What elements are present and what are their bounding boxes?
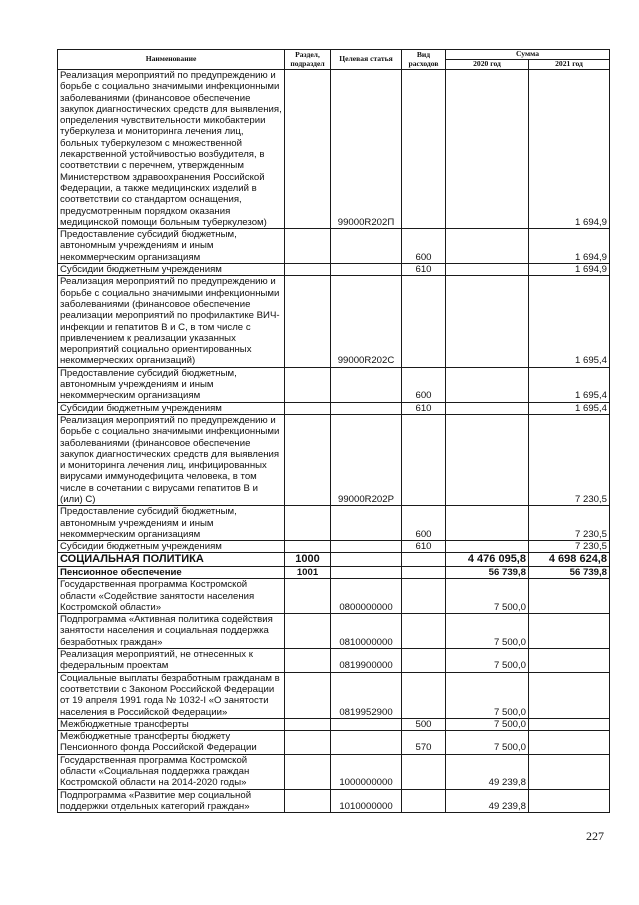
row-name: Субсидии бюджетным учреждениям (58, 541, 285, 553)
row-name: Подпрограмма «Развитие мер социальной поддержки отдельных категорий граждан» (58, 789, 285, 813)
row-target: 0819900000 (331, 649, 402, 673)
row-sum-2021 (529, 718, 610, 730)
row-section (285, 649, 331, 673)
row-section (285, 506, 331, 541)
row-type (402, 672, 446, 718)
table-row (58, 367, 610, 402)
row-section: 1001 (285, 566, 331, 578)
row-target: 0800000000 (331, 579, 402, 614)
row-sum-2021: 7 230,5 (529, 506, 610, 541)
row-type: 610 (402, 402, 446, 414)
row-sum-2021 (529, 754, 610, 789)
row-target: 0819952900 (331, 672, 402, 718)
row-target: 99000R202Р (331, 414, 402, 505)
row-section (285, 614, 331, 649)
row-target (331, 264, 402, 276)
row-name: Реализация мероприятий, не отнесенных к федеральным проектам (58, 649, 285, 673)
row-type (402, 276, 446, 367)
row-type (402, 649, 446, 673)
row-name: Реализация мероприятий по предупреждению и борьбе с социально значимыми инфекционными заболеваниями (финансовое обеспечение закупок диагностических средств для выявления и мониторинга лечения лиц, инфицированных вирусами иммунодефицита человека, в том числе в сочетании с вирусами гепатитов В и (или) С) (58, 414, 285, 505)
row-section (285, 276, 331, 367)
row-sum-2021 (529, 649, 610, 673)
row-target (331, 367, 402, 402)
row-sum-2021 (529, 731, 610, 755)
row-target: 1000000000 (331, 754, 402, 789)
row-target: 99000R202П (331, 70, 402, 229)
row-section (285, 264, 331, 276)
row-sum-2020 (446, 541, 529, 553)
row-section (285, 229, 331, 264)
header-target: Целевая статья (331, 50, 402, 70)
table-row (58, 553, 610, 567)
row-name: Предоставление субсидий бюджетным, автономным учреждениям и иным некоммерческим организациям (58, 506, 285, 541)
table-row (58, 649, 610, 673)
row-sum-2021 (529, 614, 610, 649)
row-name: Государственная программа Костромской области «Содействие занятости населения Костромской области» (58, 579, 285, 614)
header-sum: Сумма (446, 50, 610, 60)
row-name: Субсидии бюджетным учреждениям (58, 264, 285, 276)
row-target (331, 718, 402, 730)
row-sum-2021 (529, 672, 610, 718)
row-sum-2020: 56 739,8 (446, 566, 529, 578)
row-type (402, 614, 446, 649)
table-row (58, 579, 610, 614)
row-type (402, 579, 446, 614)
table-row (58, 506, 610, 541)
row-section (285, 70, 331, 229)
row-sum-2020: 7 500,0 (446, 718, 529, 730)
table-row (58, 731, 610, 755)
row-type (402, 70, 446, 229)
row-sum-2020: 7 500,0 (446, 649, 529, 673)
row-name: Подпрограмма «Активная политика содействия занятости населения и социальная поддержка безработных граждан» (58, 614, 285, 649)
row-target (331, 541, 402, 553)
header-type: Вид расходов (402, 50, 446, 70)
row-sum-2020: 7 500,0 (446, 731, 529, 755)
row-type: 600 (402, 229, 446, 264)
row-type (402, 566, 446, 578)
row-sum-2020 (446, 264, 529, 276)
row-section (285, 402, 331, 414)
row-name: Пенсионное обеспечение (58, 566, 285, 578)
row-name: Социальные выплаты безработным гражданам в соответствии с Законом Российской Федерации от 19 апреля 1991 года № 1032-I «О занятости населения в Российской Федерации» (58, 672, 285, 718)
row-type (402, 414, 446, 505)
row-section (285, 541, 331, 553)
table-row (58, 672, 610, 718)
header-section: Раздел, подраздел (285, 50, 331, 70)
row-target (331, 506, 402, 541)
row-type (402, 789, 446, 813)
row-name: Межбюджетные трансферты (58, 718, 285, 730)
page-number: 227 (586, 829, 604, 843)
budget-table (57, 49, 610, 813)
row-target (331, 566, 402, 578)
row-target (331, 229, 402, 264)
row-target: 1010000000 (331, 789, 402, 813)
row-section (285, 414, 331, 505)
row-target (331, 731, 402, 755)
row-section (285, 718, 331, 730)
row-section (285, 754, 331, 789)
row-sum-2021 (529, 579, 610, 614)
row-target: 99000R202С (331, 276, 402, 367)
table-row (58, 276, 610, 367)
row-name: Межбюджетные трансферты бюджету Пенсионного фонда Российской Федерации (58, 731, 285, 755)
table-row (58, 264, 610, 276)
header-year-2021: 2021 год (529, 60, 610, 70)
row-sum-2021: 7 230,5 (529, 541, 610, 553)
row-sum-2020: 49 239,8 (446, 789, 529, 813)
row-type (402, 553, 446, 567)
row-sum-2020 (446, 367, 529, 402)
table-header (58, 50, 610, 70)
row-sum-2020 (446, 506, 529, 541)
row-type (402, 754, 446, 789)
table-row (58, 414, 610, 505)
row-sum-2020 (446, 276, 529, 367)
table-row (58, 229, 610, 264)
row-section (285, 579, 331, 614)
table-row (58, 789, 610, 813)
row-section (285, 367, 331, 402)
row-name: Государственная программа Костромской области «Социальная поддержка граждан Костромской области на 2014-2020 годы» (58, 754, 285, 789)
row-sum-2020: 49 239,8 (446, 754, 529, 789)
row-sum-2021: 1 694,9 (529, 264, 610, 276)
header-name: Наименование (58, 50, 285, 70)
row-type: 610 (402, 264, 446, 276)
row-sum-2020 (446, 229, 529, 264)
table-row (58, 754, 610, 789)
table-row (58, 541, 610, 553)
row-sum-2021: 1 695,4 (529, 276, 610, 367)
row-sum-2021: 56 739,8 (529, 566, 610, 578)
row-sum-2020: 7 500,0 (446, 579, 529, 614)
row-name: СОЦИАЛЬНАЯ ПОЛИТИКА (58, 553, 285, 567)
table-row (58, 70, 610, 229)
row-sum-2020: 7 500,0 (446, 672, 529, 718)
row-name: Предоставление субсидий бюджетным, автономным учреждениям и иным некоммерческим организациям (58, 229, 285, 264)
row-type: 600 (402, 506, 446, 541)
row-sum-2020: 4 476 095,8 (446, 553, 529, 567)
budget-document (57, 49, 609, 813)
row-type: 570 (402, 731, 446, 755)
row-name: Реализация мероприятий по предупреждению и борьбе с социально значимыми инфекционными заболеваниями (финансовое обеспечение закупок диагностических средств для выявления, определения чувствительности микобактерии туберкулеза и мониторинга лечения лиц, больных туберкулезом с множественной лекарственной устойчивостью возбудителя, в соответствии с перечнем, утвержденным Министерством здравоохранения Российской Федерации, а также медицинских изделий в соответствии со стандартом оснащения, предусмотренным порядком оказания медицинской помощи больным туберкулезом) (58, 70, 285, 229)
row-name: Реализация мероприятий по предупреждению и борьбе с социально значимыми инфекционными заболеваниями (финансовое обеспечение реализации мероприятий по профилактике ВИЧ- инфекции и гепатитов В и С, в том числе с привлечением к реализации указанных мероприятий социально ориентированных некоммерческих организаций) (58, 276, 285, 367)
row-sum-2021: 4 698 624,8 (529, 553, 610, 567)
row-sum-2021: 7 230,5 (529, 414, 610, 505)
row-type: 610 (402, 541, 446, 553)
row-sum-2021 (529, 789, 610, 813)
row-sum-2020 (446, 402, 529, 414)
row-target (331, 402, 402, 414)
row-section (285, 731, 331, 755)
table-body (58, 70, 610, 813)
row-sum-2020 (446, 70, 529, 229)
row-sum-2021: 1 695,4 (529, 402, 610, 414)
row-type: 500 (402, 718, 446, 730)
row-section (285, 789, 331, 813)
row-type: 600 (402, 367, 446, 402)
row-sum-2020: 7 500,0 (446, 614, 529, 649)
table-row (58, 566, 610, 578)
table-row (58, 614, 610, 649)
header-year-2020: 2020 год (446, 60, 529, 70)
table-row (58, 402, 610, 414)
row-target (331, 553, 402, 567)
row-name: Субсидии бюджетным учреждениям (58, 402, 285, 414)
table-row (58, 718, 610, 730)
row-sum-2020 (446, 414, 529, 505)
row-name: Предоставление субсидий бюджетным, автономным учреждениям и иным некоммерческим организациям (58, 367, 285, 402)
row-sum-2021: 1 694,9 (529, 229, 610, 264)
row-section: 1000 (285, 553, 331, 567)
row-sum-2021: 1 695,4 (529, 367, 610, 402)
row-section (285, 672, 331, 718)
row-sum-2021: 1 694,9 (529, 70, 610, 229)
row-target: 0810000000 (331, 614, 402, 649)
